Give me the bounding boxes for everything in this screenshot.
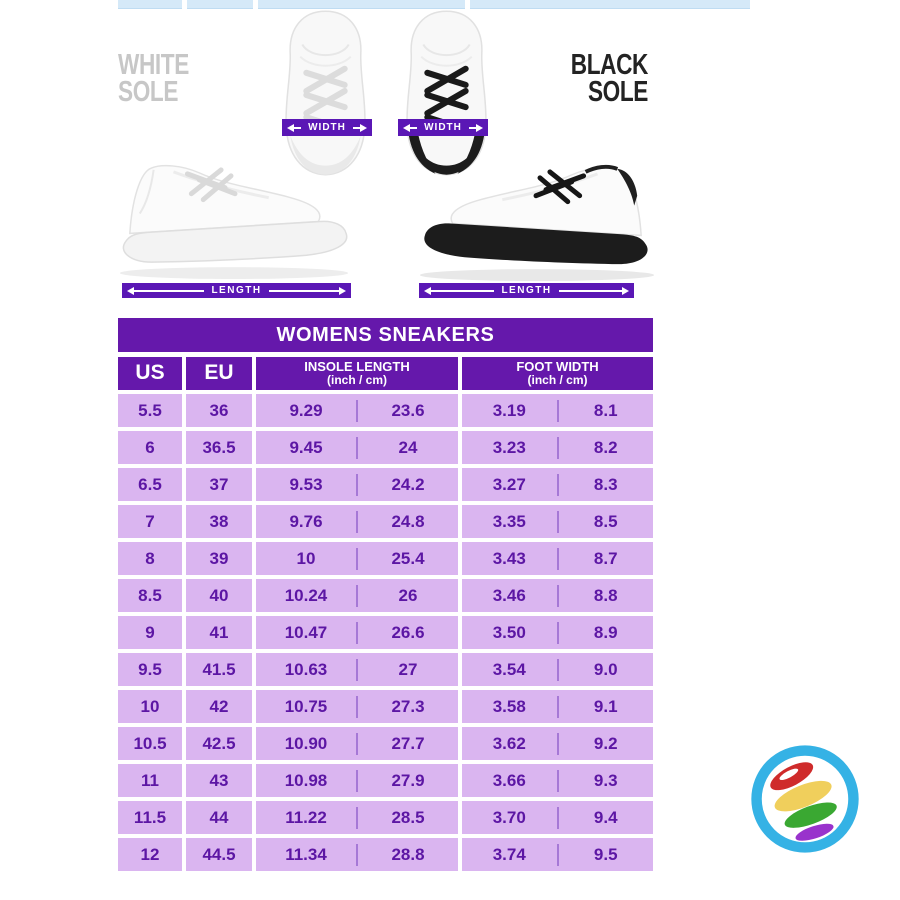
insole-inch-value: 10.63 xyxy=(284,659,328,679)
cell-foot-width xyxy=(462,542,653,575)
insole-inch-value: 9.76 xyxy=(289,511,323,531)
table-row xyxy=(118,431,653,464)
foot-width-cm-value: 9.3 xyxy=(593,770,618,790)
table-row xyxy=(118,394,653,427)
brand-logo-swirl-icon xyxy=(748,742,862,856)
cell-foot-width xyxy=(462,431,653,464)
table-header-row xyxy=(118,357,653,390)
length-banner-black-shoe xyxy=(419,283,634,298)
cell-us-size: 10.5 xyxy=(118,727,182,760)
cell-foot-width xyxy=(462,505,653,538)
cell-insole-length xyxy=(256,394,458,427)
table-row xyxy=(118,468,653,501)
cell-us-size: 11.5 xyxy=(118,801,182,834)
cell-foot-width xyxy=(462,801,653,834)
cell-foot-width xyxy=(462,727,653,760)
foot-width-cm-value: 8.8 xyxy=(593,585,618,605)
cell-insole-length xyxy=(256,468,458,501)
cell-foot-width xyxy=(462,468,653,501)
foot-width-cm-value: 8.9 xyxy=(593,622,618,642)
black-sole-sneaker-top-view-photo xyxy=(393,6,500,180)
cell-foot-width xyxy=(462,616,653,649)
insole-inch-value: 9.53 xyxy=(289,474,323,494)
foot-width-inch-value: 3.27 xyxy=(492,474,526,494)
length-banner-label: LENGTH xyxy=(501,285,552,296)
arrow-right-icon xyxy=(360,124,367,132)
insole-cm-value: 27.9 xyxy=(391,770,425,790)
cell-eu-size: 41 xyxy=(186,616,252,649)
cell-foot-width xyxy=(462,653,653,686)
insole-cm-value: 26.6 xyxy=(391,622,425,642)
table-row xyxy=(118,764,653,797)
header-foot-width: FOOT WIDTH (inch / cm) xyxy=(462,357,653,390)
top-cutoff-row-cell xyxy=(118,0,182,9)
womens-sneakers-size-table xyxy=(118,318,653,875)
cell-eu-size: 42.5 xyxy=(186,727,252,760)
cell-insole-length xyxy=(256,505,458,538)
length-banner-white-shoe xyxy=(122,283,351,298)
foot-width-cm-value: 9.4 xyxy=(593,807,618,827)
cell-insole-length xyxy=(256,690,458,723)
arrow-left-icon xyxy=(424,287,431,295)
white-sneaker-side-view-photo xyxy=(110,158,358,282)
cell-insole-length xyxy=(256,801,458,834)
insole-cm-value: 24.8 xyxy=(391,511,425,531)
cell-us-size: 9 xyxy=(118,616,182,649)
insole-inch-value: 10.90 xyxy=(284,733,328,753)
insole-inch-value: 9.29 xyxy=(289,400,323,420)
cell-insole-length xyxy=(256,542,458,575)
foot-width-cm-value: 9.2 xyxy=(593,733,618,753)
header-insole-length: INSOLE LENGTH (inch / cm) xyxy=(256,357,458,390)
foot-width-inch-value: 3.19 xyxy=(492,400,526,420)
cell-insole-length xyxy=(256,727,458,760)
foot-width-cm-value: 9.0 xyxy=(593,659,618,679)
foot-width-inch-value: 3.74 xyxy=(492,844,526,864)
cell-us-size: 10 xyxy=(118,690,182,723)
foot-width-cm-value: 8.7 xyxy=(593,548,618,568)
width-banner-label: WIDTH xyxy=(308,122,346,133)
insole-cm-value: 26 xyxy=(398,585,418,605)
table-row xyxy=(118,616,653,649)
cell-eu-size: 44.5 xyxy=(186,838,252,871)
cell-insole-length xyxy=(256,838,458,871)
foot-width-cm-value: 9.5 xyxy=(593,844,618,864)
cell-foot-width xyxy=(462,838,653,871)
top-cutoff-row-cell xyxy=(470,0,750,9)
cell-insole-length xyxy=(256,653,458,686)
header-eu: EU xyxy=(186,357,252,390)
top-cutoff-row-cell xyxy=(187,0,253,9)
cell-eu-size: 39 xyxy=(186,542,252,575)
foot-width-inch-value: 3.66 xyxy=(492,770,526,790)
cell-eu-size: 37 xyxy=(186,468,252,501)
cell-eu-size: 38 xyxy=(186,505,252,538)
foot-width-inch-value: 3.58 xyxy=(492,696,526,716)
cell-us-size: 5.5 xyxy=(118,394,182,427)
foot-width-inch-value: 3.54 xyxy=(492,659,526,679)
width-banner-black-shoe xyxy=(398,119,488,136)
insole-cm-value: 27.7 xyxy=(391,733,425,753)
insole-cm-value: 24.2 xyxy=(391,474,425,494)
cell-us-size: 7 xyxy=(118,505,182,538)
foot-width-inch-value: 3.46 xyxy=(492,585,526,605)
cell-us-size: 9.5 xyxy=(118,653,182,686)
cell-insole-length xyxy=(256,431,458,464)
table-body xyxy=(118,394,653,871)
white-sneaker-top-view-photo xyxy=(272,6,379,180)
cell-us-size: 8.5 xyxy=(118,579,182,612)
insole-inch-value: 10.75 xyxy=(284,696,328,716)
cell-us-size: 12 xyxy=(118,838,182,871)
foot-width-inch-value: 3.62 xyxy=(492,733,526,753)
insole-inch-value: 10.24 xyxy=(284,585,328,605)
cell-eu-size: 36 xyxy=(186,394,252,427)
table-row xyxy=(118,505,653,538)
cell-insole-length xyxy=(256,579,458,612)
table-row xyxy=(118,801,653,834)
arrow-right-icon xyxy=(476,124,483,132)
insole-cm-value: 24 xyxy=(398,437,418,457)
insole-cm-value: 28.5 xyxy=(391,807,425,827)
insole-cm-value: 25.4 xyxy=(391,548,425,568)
cell-us-size: 6 xyxy=(118,431,182,464)
insole-inch-value: 11.22 xyxy=(285,807,327,827)
header-us: US xyxy=(118,357,182,390)
table-row xyxy=(118,690,653,723)
arrow-right-icon xyxy=(622,287,629,295)
white-sole-label: WHITE SOLE xyxy=(118,49,189,108)
table-row xyxy=(118,579,653,612)
cell-us-size: 8 xyxy=(118,542,182,575)
table-row xyxy=(118,838,653,871)
cell-insole-length xyxy=(256,616,458,649)
insole-inch-value: 9.45 xyxy=(289,437,323,457)
cell-eu-size: 42 xyxy=(186,690,252,723)
cell-eu-size: 43 xyxy=(186,764,252,797)
black-sole-label: BLACK SOLE xyxy=(570,49,648,108)
foot-width-cm-value: 8.2 xyxy=(593,437,618,457)
insole-cm-value: 23.6 xyxy=(391,400,425,420)
cell-eu-size: 44 xyxy=(186,801,252,834)
table-row xyxy=(118,727,653,760)
width-banner-label: WIDTH xyxy=(424,122,462,133)
foot-width-cm-value: 8.3 xyxy=(593,474,618,494)
arrow-left-icon xyxy=(403,124,410,132)
arrow-left-icon xyxy=(287,124,294,132)
foot-width-inch-value: 3.70 xyxy=(492,807,526,827)
foot-width-inch-value: 3.50 xyxy=(492,622,526,642)
width-banner-white-shoe xyxy=(282,119,372,136)
cell-foot-width xyxy=(462,394,653,427)
table-row xyxy=(118,542,653,575)
table-title: WOMENS SNEAKERS xyxy=(118,318,653,352)
black-sole-sneaker-side-view-photo xyxy=(412,160,662,284)
insole-inch-value: 10.98 xyxy=(284,770,328,790)
cell-eu-size: 41.5 xyxy=(186,653,252,686)
insole-cm-value: 27 xyxy=(398,659,418,679)
insole-cm-value: 28.8 xyxy=(391,844,425,864)
cell-foot-width xyxy=(462,690,653,723)
foot-width-cm-value: 9.1 xyxy=(593,696,618,716)
insole-inch-value: 11.34 xyxy=(285,844,327,864)
length-banner-label: LENGTH xyxy=(211,285,262,296)
foot-width-inch-value: 3.23 xyxy=(492,437,526,457)
cell-foot-width xyxy=(462,764,653,797)
foot-width-inch-value: 3.35 xyxy=(492,511,526,531)
cell-eu-size: 36.5 xyxy=(186,431,252,464)
foot-width-cm-value: 8.1 xyxy=(593,400,618,420)
foot-width-inch-value: 3.43 xyxy=(492,548,526,568)
cell-us-size: 11 xyxy=(118,764,182,797)
insole-inch-value: 10 xyxy=(296,548,316,568)
cell-eu-size: 40 xyxy=(186,579,252,612)
insole-inch-value: 10.47 xyxy=(284,622,328,642)
cell-insole-length xyxy=(256,764,458,797)
table-row xyxy=(118,653,653,686)
insole-cm-value: 27.3 xyxy=(391,696,425,716)
arrow-left-icon xyxy=(127,287,134,295)
foot-width-cm-value: 8.5 xyxy=(593,511,618,531)
arrow-right-icon xyxy=(339,287,346,295)
cell-foot-width xyxy=(462,579,653,612)
cell-us-size: 6.5 xyxy=(118,468,182,501)
